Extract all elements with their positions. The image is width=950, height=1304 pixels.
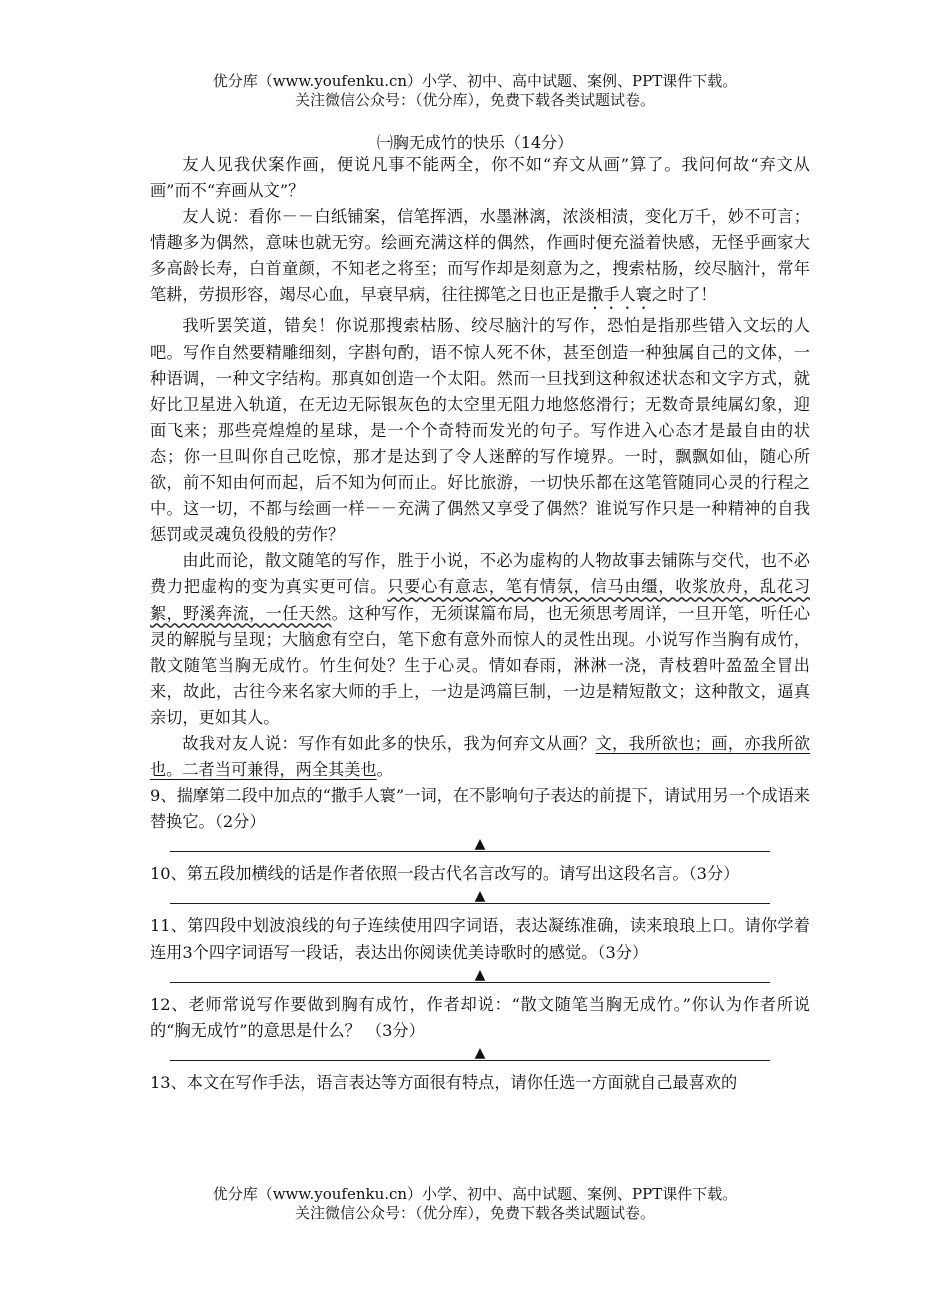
paragraph-2-text-a: 友人说：看你－－白纸铺案，信笔挥洒，水墨淋漓，浓淡相渍，变化万千，妙不可言；情趣多为偶然，意味也就无穷。绘画充满这样的偶然，作画时便充溢着快感，无怪乎画家大多高龄长寿，白首童颜，不知老之将至；而写作却是刻意为之，搜索枯肠，绞尽脑汁，常年笔耕，劳损形容，竭尽心血，早衰早病，往往掷笔之日也正是 <box>150 207 810 305</box>
page-header <box>0 72 950 110</box>
answer-rule <box>170 982 770 983</box>
answer-marker-icon: ▲ <box>474 888 486 905</box>
answer-line-11[interactable] <box>150 966 810 992</box>
article-body <box>150 152 810 1096</box>
paragraph-2-text-b: 之时了！ <box>651 285 717 305</box>
paragraph-4-text-a: 由此而论，散文随笔的写作，胜于小说，不必为虚构的人物故事去铺陈与交代，也不必费力把虚构的变为真实更可信。 <box>150 551 810 597</box>
paragraph-4-text-b: 。这种写作，无须谋篇布局，也无须思考周详，一旦开笔，听任心灵的解脱与呈现；大脑愈有空白，笔下愈有意外而惊人的灵性出现。小说写作当胸有成竹，散文随笔当胸无成竹。竹生何处？生于心灵。情如春雨，淋淋一浇，青枝碧叶盈盈全冒出来，故此，古往今来名家大师的手上，一边是鸿篇巨制，一边是精短散文；这种散文，逼真亲切，更如其人。 <box>150 603 811 727</box>
answer-rule <box>170 851 770 852</box>
section-title: ㈠胸无成竹的快乐（14分） <box>376 133 574 152</box>
paragraph-1: 友人见我伏案作画，便说凡事不能两全，你不如“弃文从画”算了。我问何故“弃文从画”而不“弃画从文”？ <box>150 155 810 201</box>
paragraph-5 <box>150 731 810 783</box>
question-12: 12、老师常说写作要做到胸有成竹，作者却说：“散文随笔当胸无成竹。”你认为作者所说的“胸无成竹”的意思是什么？ （3分） <box>150 994 810 1040</box>
answer-marker-icon: ▲ <box>474 1044 486 1061</box>
question-11: 11、第四段中划波浪线的句子连续使用四字词语，表达凝练准确，读来琅琅上口。请你学着连用3个四字词语写一段话，表达出你阅读优美诗歌时的感觉。（3分） <box>150 916 810 962</box>
question-13: 13、本文在写作手法，语言表达等方面很有特点，请你任选一方面就自己最喜欢的 <box>150 1072 738 1092</box>
question-10: 10、第五段加横线的话是作者依照一段古代名言改写的。请写出这段名言。（3分） <box>150 864 740 884</box>
page-footer <box>0 1185 950 1223</box>
question-9: 9、揣摩第二段中加点的“撒手人寰”一词，在不影响句子表达的前提下，请试用另一个成语来替换它。（2分） <box>150 786 810 832</box>
answer-rule <box>170 1060 770 1061</box>
paragraph-3: 我听罢笑道，错矣！你说那搜索枯肠、绞尽脑汁的写作，恐怕是指那些错入文坛的人吧。写作自然要精雕细刻，字斟句酌，语不惊人死不休，甚至创造一种独属自己的文体，一种语调，一种文字结构。那真如创造一个太阳。然而一旦找到这种叙述状态和文字方式，就好比卫星进入轨道，在无边无际银灰色的太空里无阻力地悠悠滑行；无数奇景纯属幻象，迎面飞来；那些亮煌煌的星球，是一个个奇特而发光的句子。写作进入心态才是最自由的状态；你一旦叫你自己吃惊，那才是达到了令人迷醉的写作境界。一时，飘飘如仙，随心所欲，前不知由何而起，后不知为何而止。好比旅游，一切快乐都在这笔管随同心灵的行程之中。这一切，不都与绘画一样－－充满了偶然又享受了偶然？谁说写作只是一种精神的自我惩罚或灵魂负役般的劳作？ <box>150 316 810 545</box>
footer-line-2: 关注微信公众号：（优分库），免费下载各类试题试卷。 <box>294 1204 655 1222</box>
paragraph-2 <box>150 204 810 313</box>
answer-rule <box>170 903 770 904</box>
answer-line-12[interactable] <box>150 1044 810 1070</box>
footer-line-1: 优分库（www.youfenku.cn）小学、初中、高中试题、案例、PPT课件下载。 <box>212 1185 738 1203</box>
answer-marker-icon: ▲ <box>474 966 486 983</box>
answer-marker-icon: ▲ <box>474 836 486 853</box>
header-line-2: 关注微信公众号：（优分库），免费下载各类试题试卷。 <box>294 91 655 109</box>
paragraph-4 <box>150 548 810 731</box>
answer-line-10[interactable] <box>150 887 810 913</box>
paragraph-5-text-b: 。 <box>376 760 393 780</box>
paragraph-5-text-a: 故我对友人说：写作有如此多的快乐，我为何弃文从画？ <box>182 733 596 753</box>
answer-line-9[interactable] <box>150 835 810 861</box>
header-line-1: 优分库（www.youfenku.cn）小学、初中、高中试题、案例、PPT课件下载。 <box>212 72 738 90</box>
underlined-sentence: 文，我所欲也；画，亦我所欲也。二者当可兼得，两全其美也 <box>150 733 811 780</box>
dotted-phrase: 撒手人寰 <box>587 285 652 305</box>
wavy-underlined-sentence: 只要心有意志，笔有情氛，信马由缰，收浆放舟，乱花习絮，野溪奔流，一任天然 <box>150 577 811 623</box>
